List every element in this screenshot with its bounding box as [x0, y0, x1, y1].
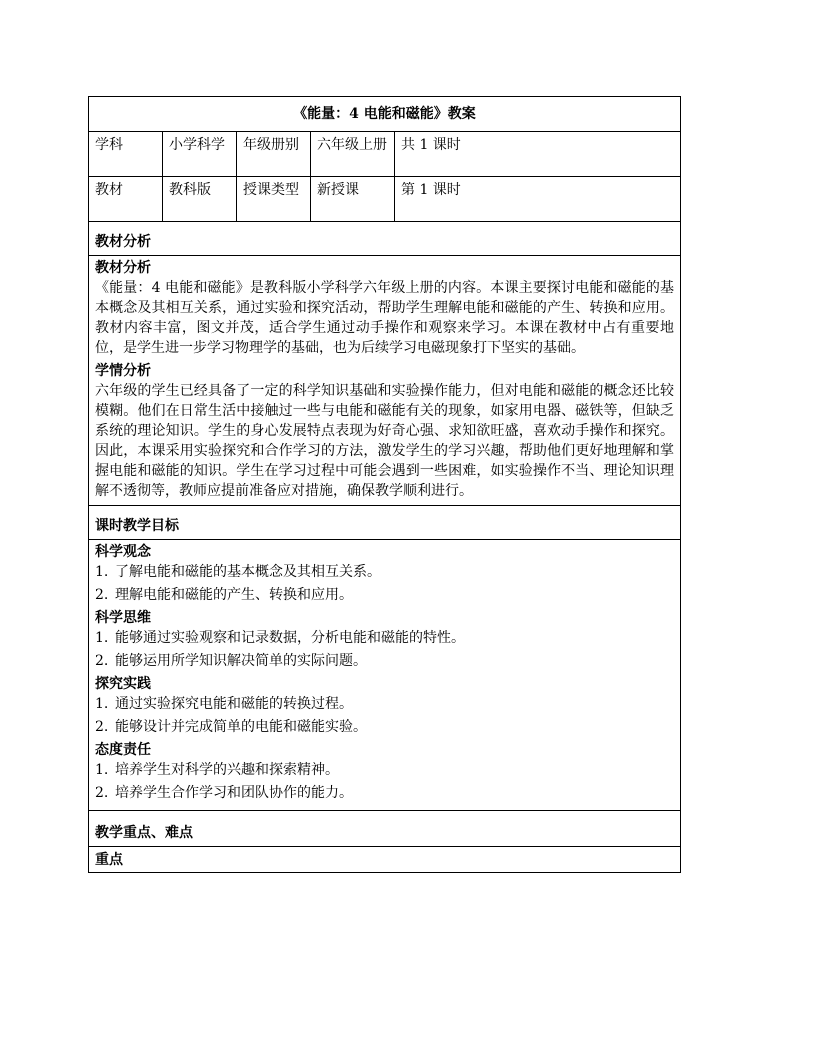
- grade-label: 年级册别: [237, 132, 311, 177]
- objectives-heading: 课时教学目标: [89, 506, 681, 540]
- lesson-type-value: 新授课: [311, 177, 395, 222]
- list-item: 2. 能够运用所学知识解决简单的实际问题。: [95, 653, 367, 669]
- lesson-type-label: 授课类型: [237, 177, 311, 222]
- objective-group-practice: [95, 674, 674, 737]
- objective-group-attitude: [95, 740, 674, 803]
- objectives-body: [89, 540, 681, 811]
- objective-group-title: 探究实践: [95, 676, 151, 692]
- info-row-subject: [89, 132, 681, 177]
- list-item: 2. 理解电能和磁能的产生、转换和应用。: [95, 587, 353, 603]
- objective-group-title: 科学观念: [95, 544, 151, 560]
- objective-group-title: 态度责任: [95, 742, 151, 758]
- subject-value: 小学科学: [163, 132, 237, 177]
- key-points-subheading: 重点: [89, 847, 681, 873]
- analysis-body: [89, 256, 681, 506]
- lesson-plan-document: [88, 96, 680, 873]
- material-analysis-text: 《能量：4 电能和磁能》是教科版小学科学六年级上册的内容。本课主要探讨电能和磁能的基本概念及其相互关系，通过实验和探究活动，帮助学生理解电能和磁能的产生、转换和应用。教材内容丰富，图文并茂，适合学生通过动手操作和观察来学习。本课在教材中占有重要地位，是学生进一步学习物理学的基础，也为后续学习电磁现象打下坚实的基础。: [95, 280, 674, 356]
- list-item: 1. 能够通过实验观察和记录数据，分析电能和磁能的特性。: [95, 630, 465, 646]
- list-item: 1. 通过实验探究电能和磁能的转换过程。: [95, 696, 353, 712]
- textbook-value: 教科版: [163, 177, 237, 222]
- lesson-plan-table: [88, 96, 681, 873]
- analysis-heading: 教材分析: [89, 222, 681, 256]
- learner-analysis-title: 学情分析: [95, 363, 151, 379]
- list-item: 2. 能够设计并完成简单的电能和磁能实验。: [95, 719, 367, 735]
- objective-group-concept: [95, 542, 674, 605]
- info-row-textbook: [89, 177, 681, 222]
- objective-group-title: 科学思维: [95, 610, 151, 626]
- document-title: 《能量：4 电能和磁能》教案: [89, 97, 681, 132]
- total-lessons: 共 1 课时: [395, 132, 681, 177]
- textbook-label: 教材: [89, 177, 163, 222]
- subject-label: 学科: [89, 132, 163, 177]
- list-item: 2. 培养学生合作学习和团队协作的能力。: [95, 785, 353, 801]
- lesson-number: 第 1 课时: [395, 177, 681, 222]
- list-item: 1. 了解电能和磁能的基本概念及其相互关系。: [95, 564, 381, 580]
- grade-value: 六年级上册: [311, 132, 395, 177]
- material-analysis-title: 教材分析: [95, 260, 151, 276]
- objective-group-thinking: [95, 608, 674, 671]
- learner-analysis-text: 六年级的学生已经具备了一定的科学知识基础和实验操作能力，但对电能和磁能的概念还比较模糊。他们在日常生活中接触过一些与电能和磁能有关的现象，如家用电器、磁铁等，但缺乏系统的理论知识。学生的身心发展特点表现为好奇心强、求知欲旺盛，喜欢动手操作和探究。因此，本课采用实验探究和合作学习的方法，激发学生的学习兴趣，帮助他们更好地理解和掌握电能和磁能的知识。学生在学习过程中可能会遇到一些困难，如实验操作不当、理论知识理解不透彻等，教师应提前准备应对措施，确保教学顺利进行。: [95, 383, 674, 499]
- list-item: 1. 培养学生对科学的兴趣和探索精神。: [95, 762, 339, 778]
- key-points-heading: 教学重点、难点: [89, 811, 681, 847]
